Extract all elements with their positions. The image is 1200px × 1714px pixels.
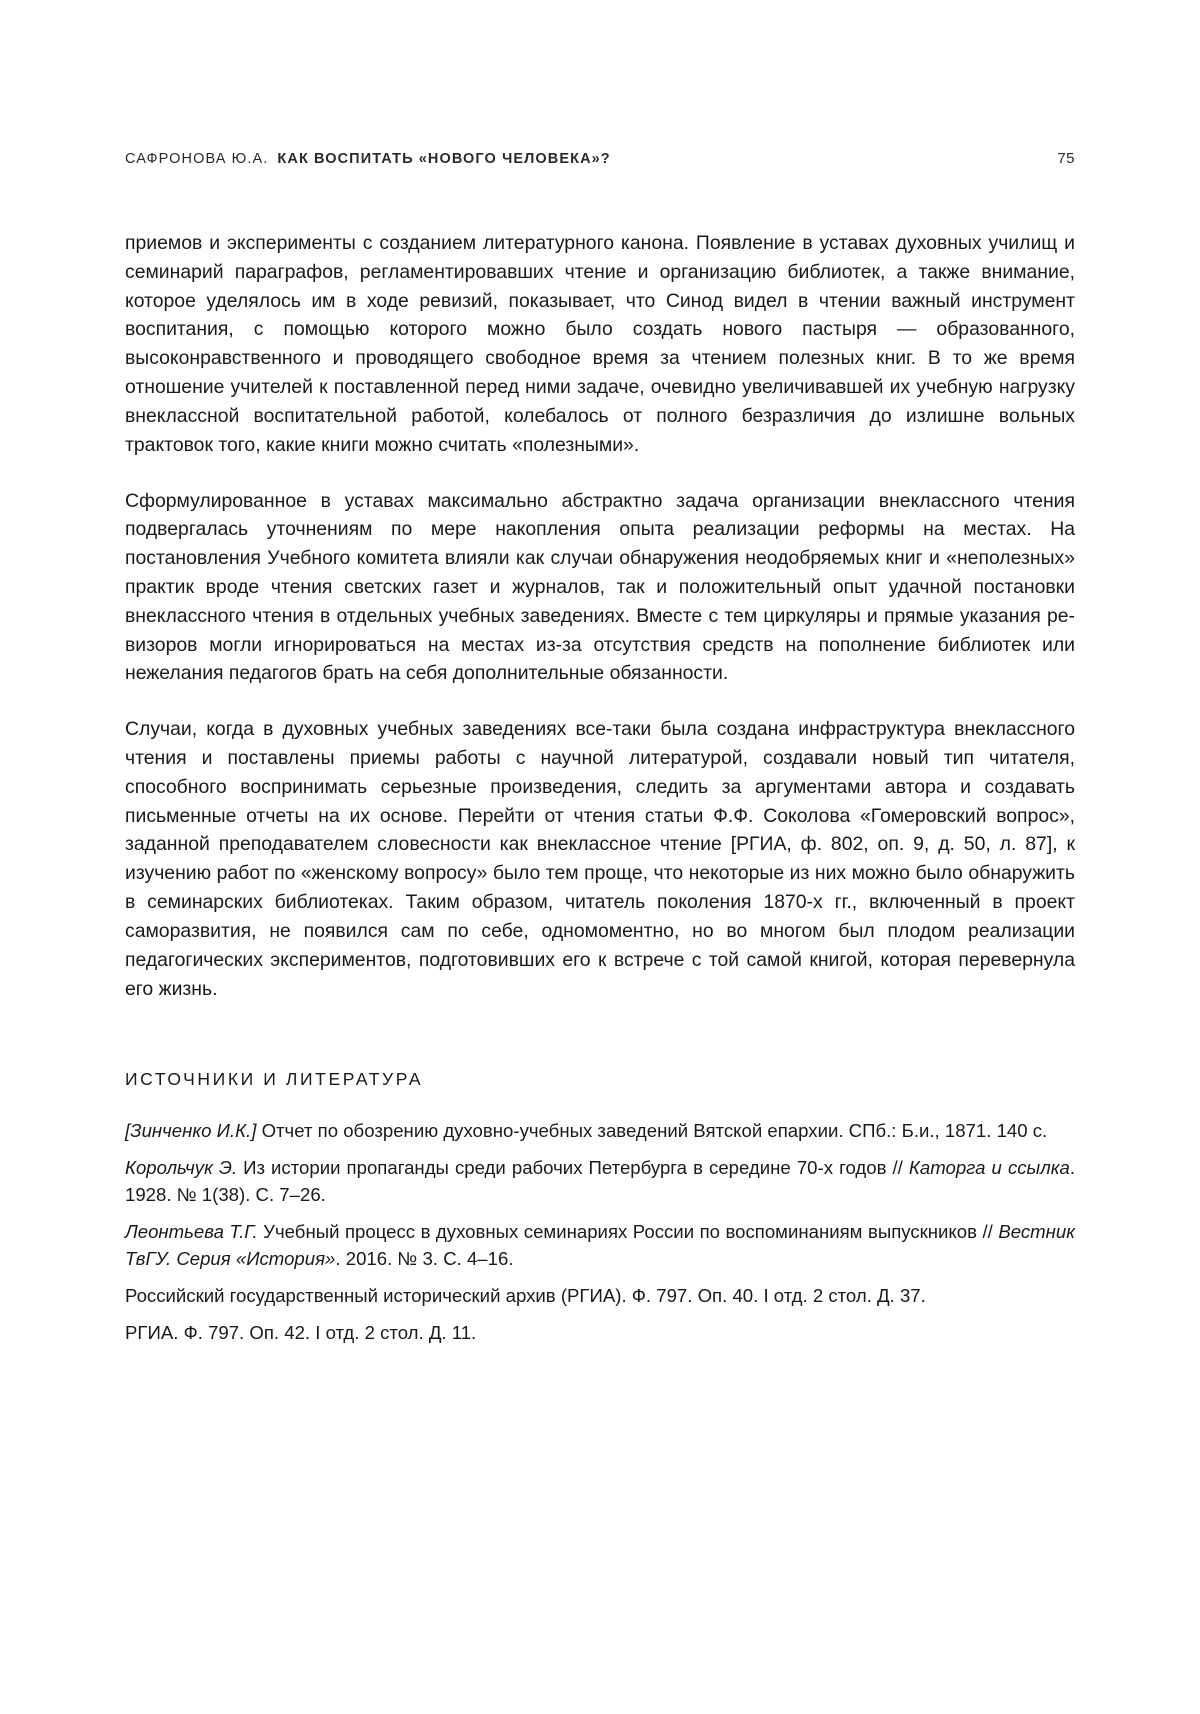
page-number: 75 (1057, 150, 1075, 167)
running-head (125, 150, 1075, 167)
reference-text: Российский государственный исторический архив (РГИА). Ф. 797. Оп. 40. I отд. 2 стол. Д. 37. (125, 1285, 926, 1307)
reference-author: Леонтьева Т.Г. (125, 1221, 258, 1243)
reference-item (125, 1118, 1075, 1145)
reference-text-tail: . 2016. № 3. С. 4–16. (335, 1248, 514, 1270)
references-heading: ИСТОЧНИКИ И ЛИТЕРАТУРА (125, 1069, 424, 1090)
reference-text: Учебный процесс в духовных семинариях России по воспоминаниям выпускников // (257, 1221, 999, 1243)
body-text (125, 229, 1075, 1003)
reference-source: Вестник ТвГУ. Серия «История» (125, 1221, 1075, 1270)
reference-text: Из истории пропаганды среди рабочих Петербурга в середине 70-х годов // (237, 1157, 909, 1179)
reference-item (125, 1320, 1075, 1347)
reference-item (125, 1283, 1075, 1310)
running-head-author: САФРОНОВА Ю.А. (125, 151, 269, 167)
reference-text: Отчет по обозрению духовно-учебных заведений Вятской епархии. СПб.: Б.и., 1871. 140 с. (256, 1120, 1048, 1142)
running-head-left (125, 151, 611, 167)
reference-text: РГИА. Ф. 797. Оп. 42. I отд. 2 стол. Д. 11. (125, 1322, 477, 1344)
paragraph: Сформулированное в уставах максимально абстрактно задача организации внеклассного чтения подвергалась уточнениям по мере накопления опыта реализации реформы на местах. На постановления Учебного комитета влияли как случаи обнаружения неодобряемых книг и «неполезных» практик вроде чтения светских газет и журналов, так и положительный опыт удачной постановки внеклассного чтения в отдельных учебных заведениях. Вместе с тем циркуляры и прямые указания ревизоров могли игнорироваться на местах из-за отсутствия средств на пополнение библиотек или нежелания педагогов брать на себя дополнительные обязанности. (125, 489, 1075, 685)
paragraph: приемов и эксперименты с созданием литературного канона. Появление в уставах духовных училищ и семинарий параграфов, регламентировавших чтение и организацию библиотек, а также внимание, которое уделялось им в ходе ревизий, показывает, что Синод видел в чтении важный инструмент воспитания, с помощью которого можно было создать нового пастыря — образованного, высоконравственного и проводящего свободное время за чтением полезных книг. В то же время отношение учителей к поставленной перед ними задаче, очевидно увеличивавшей их учебную нагрузку внеклассной воспитательной работой, колебалось от полного безразличия до излишне вольных трактовок того, какие книги можно считать «полезными». (125, 232, 1075, 456)
reference-author: Корольчук Э. (125, 1157, 238, 1179)
reference-author: [Зинченко И.К.] (125, 1120, 257, 1142)
reference-item (125, 1219, 1075, 1273)
references-list (125, 1118, 1075, 1347)
paragraph: Случаи, когда в духовных учебных заведениях все-таки была создана инфраструктура внеклассного чтения и поставлены приемы работы с научной литературой, создавали новый тип читателя, способного воспринимать серьезные произведения, следить за аргументами автора и создавать письменные отчеты на их основе. Перейти от чтения статьи Ф.Ф. Соколова «Гомеровский вопрос», заданной преподавателем словесности как внеклассное чтение [РГИА, ф. 802, оп. 9, д. 50, л. 87], к изучению работ по «женскому вопросу» было тем проще, что некоторые из них можно было обнаружить в семинарских библиотеках. Таким образом, читатель поколения 1870-х гг., включенный в проект саморазвития, не появился сам по себе, одномоментно, но во многом был плодом реализации педагогических экспериментов, подготовивших его к встрече с той самой книгой, которая перевернула его жизнь. (125, 718, 1075, 1000)
running-head-title: КАК ВОСПИТАТЬ «НОВОГО ЧЕЛОВЕКА»? (277, 151, 611, 167)
reference-text-tail: . 1928. № 1(38). С. 7–26. (125, 1157, 1076, 1206)
reference-source: Каторга и ссылка (908, 1157, 1070, 1179)
reference-item (125, 1155, 1075, 1209)
